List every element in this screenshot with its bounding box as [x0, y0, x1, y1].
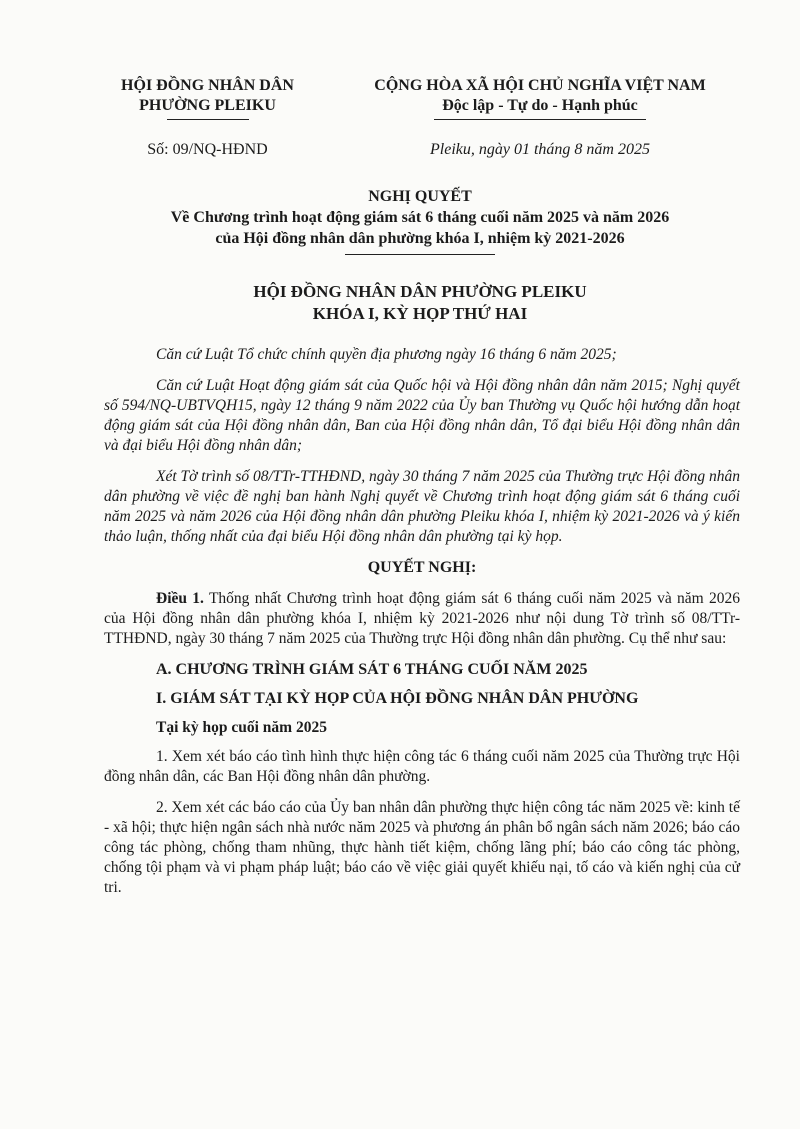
- org-line-2: PHƯỜNG PLEIKU: [139, 97, 276, 114]
- subject-line-2: của Hội đồng nhân dân phường khóa I, nhiệm kỳ 2021-2026: [215, 230, 625, 247]
- place-date: Pleiku, ngày 01 tháng 8 năm 2025: [430, 141, 650, 158]
- org-underline: [167, 119, 249, 120]
- national-motto-block: [345, 76, 735, 160]
- document-title: [110, 186, 730, 255]
- issuing-authority-block: [100, 76, 315, 160]
- legal-basis-1: Căn cứ Luật Tổ chức chính quyền địa phương ngày 16 tháng 6 năm 2025;: [156, 346, 617, 363]
- item-1: 1. Xem xét báo cáo tình hình thực hiện công tác 6 tháng cuối năm 2025 của Thường trực Hội đồng nhân dân, các Ban Hội đồng nhân dân phường.: [104, 748, 740, 785]
- subsection-heading: Tại kỳ họp cuối năm 2025: [156, 719, 327, 736]
- article-1: [104, 589, 740, 649]
- document-body: [104, 345, 740, 909]
- subject-line-1: Về Chương trình hoạt động giám sát 6 tháng cuối năm 2025 và năm 2026: [170, 209, 670, 226]
- document-type: NGHỊ QUYẾT: [368, 188, 472, 205]
- nation-line-1: CỘNG HÒA XÃ HỘI CHỦ NGHĨA VIỆT NAM: [374, 77, 706, 94]
- section-i-heading: I. GIÁM SÁT TẠI KỲ HỌP CỦA HỘI ĐỒNG NHÂN DÂN PHƯỜNG: [156, 690, 639, 707]
- legal-basis-2: Căn cứ Luật Hoạt động giám sát của Quốc hội và Hội đồng nhân dân năm 2015; Nghị quyết số 594/NQ-UBTVQH15, ngày 12 tháng 9 năm 2022 của Ủy ban Thường vụ Quốc hội hướng dẫn hoạt động giám sát của Hội đồng nhân dân, Ban của Hội đồng nhân dân, Tổ đại biểu Hội đồng nhân dân và đại biểu Hội đồng nhân dân;: [104, 377, 740, 454]
- article-1-text: Thống nhất Chương trình hoạt động giám sát 6 tháng cuối năm 2025 và năm 2026 của Hội đồng nhân dân phường khóa I, nhiệm kỳ 2021-2026 như nội dung Tờ trình số 08/TTr-TTHĐND, ngày 30 tháng 7 năm 2025 của Thường trực Hội đồng nhân dân phường. Cụ thể như sau:: [104, 590, 740, 647]
- legal-basis-3: Xét Tờ trình số 08/TTr-TTHĐND, ngày 30 tháng 7 năm 2025 của Thường trực Hội đồng nhân dân phường về việc đề nghị ban hành Nghị quyết về Chương trình hoạt động giám sát 6 tháng cuối năm 2025 và năm 2026 của Hội đồng nhân dân phường Pleiku khóa I, nhiệm kỳ 2021-2026 và ý kiến thảo luận, thống nhất của đại biểu Hội đồng nhân dân phường tại kỳ họp.: [104, 468, 740, 545]
- nation-line-2: Độc lập - Tự do - Hạnh phúc: [442, 97, 638, 114]
- article-1-label: Điều 1.: [156, 590, 204, 607]
- decision-heading: QUYẾT NGHỊ:: [367, 559, 477, 576]
- council-line-2: KHÓA I, KỲ HỌP THỨ HAI: [312, 304, 528, 323]
- document-number: Số: 09/NQ-HĐND: [147, 141, 268, 158]
- council-heading: [110, 281, 730, 325]
- section-a-heading: A. CHƯƠNG TRÌNH GIÁM SÁT 6 THÁNG CUỐI NĂM 2025: [156, 661, 588, 678]
- motto-underline: [434, 119, 646, 120]
- council-line-1: HỘI ĐỒNG NHÂN DÂN PHƯỜNG PLEIKU: [253, 282, 587, 301]
- title-underline: [345, 254, 495, 255]
- item-2: 2. Xem xét các báo cáo của Ủy ban nhân dân phường thực hiện công tác năm 2025 về: kinh tế - xã hội; thực hiện ngân sách nhà nước năm 2025 và phương án phân bổ ngân sách năm 2026; báo cáo công tác phòng, chống tham nhũng, thực hành tiết kiệm, chống lãng phí; báo cáo công tác phòng, chống tội phạm và vi phạm pháp luật; báo cáo về việc giải quyết khiếu nại, tố cáo và kiến nghị của cử tri.: [104, 799, 740, 896]
- org-line-1: HỘI ĐỒNG NHÂN DÂN: [121, 77, 294, 94]
